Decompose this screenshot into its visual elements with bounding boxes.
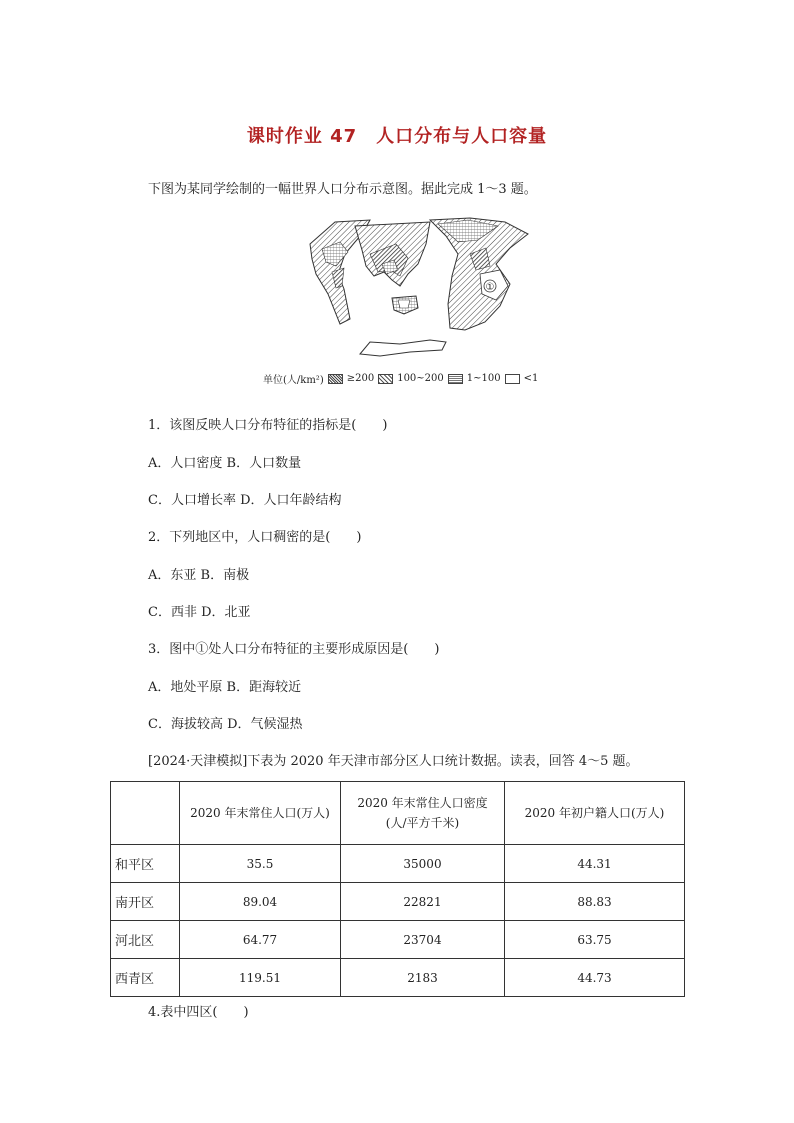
table-cell: 35000 <box>341 845 505 883</box>
intro-text-1: 下图为某同学绘制的一幅世界人口分布示意图。据此完成 1～3 题。 <box>148 182 537 197</box>
question-3-stem: 3．图中①处人口分布特征的主要形成原因是( ) <box>148 642 440 657</box>
question-1-options-c-d: C．人口增长率 D．人口年龄结构 <box>148 493 342 508</box>
question-4-stem: 4.表中四区( ) <box>148 1005 249 1020</box>
table-header-resident-pop: 2020 年末常住人口(万人) <box>180 782 341 845</box>
table-cell: 88.83 <box>505 883 685 921</box>
table-cell: 44.73 <box>505 959 685 997</box>
table-row <box>111 883 685 921</box>
question-2-stem: 2．下列地区中，人口稠密的是( ) <box>148 530 362 545</box>
legend-low-label: 1~100 <box>466 373 501 384</box>
intro-text-2: [2024·天津模拟]下表为 2020 年天津市部分区人口统计数据。读表，回答 4～5 题。 <box>148 754 639 769</box>
table-header-row <box>111 782 685 845</box>
question-2-options-a-b: A．东亚 B．南极 <box>148 568 250 583</box>
table-cell: 64.77 <box>180 921 341 959</box>
marker-1-label: ① <box>485 282 495 293</box>
legend-dense-swatch <box>328 374 343 384</box>
table-cell: 89.04 <box>180 883 341 921</box>
legend-mid-label: 100~200 <box>397 373 444 384</box>
legend-mid-swatch <box>378 374 393 384</box>
table-header-density-line1: 2020 年末常住人口密度 <box>357 796 488 810</box>
legend-low-swatch <box>448 374 463 384</box>
table-row <box>111 959 685 997</box>
map-legend <box>263 371 538 386</box>
page-title: 课时作业 47 人口分布与人口容量 <box>246 126 548 147</box>
table-cell: 63.75 <box>505 921 685 959</box>
legend-none-label: <1 <box>523 373 539 384</box>
table-cell: 南开区 <box>111 883 180 921</box>
table-cell: 22821 <box>341 883 505 921</box>
question-3-options-a-b: A．地处平原 B．距海较近 <box>148 680 302 695</box>
world-population-map <box>300 214 530 359</box>
question-1-options-a-b: A．人口密度 B．人口数量 <box>148 456 302 471</box>
legend-dense-label: ≥200 <box>346 373 375 384</box>
question-2-options-c-d: C．西非 D．北亚 <box>148 605 251 620</box>
legend-none-swatch <box>505 374 520 384</box>
table-cell: 西青区 <box>111 959 180 997</box>
question-3-options-c-d: C．海拔较高 D．气候湿热 <box>148 717 303 732</box>
table-cell: 和平区 <box>111 845 180 883</box>
table-row <box>111 921 685 959</box>
table-cell: 44.31 <box>505 845 685 883</box>
table-cell: 119.51 <box>180 959 341 997</box>
table-header-registered-pop: 2020 年初户籍人口(万人) <box>505 782 685 845</box>
table-cell: 河北区 <box>111 921 180 959</box>
table-cell: 23704 <box>341 921 505 959</box>
table-header-density <box>341 782 505 845</box>
antarctica-shape <box>360 340 446 356</box>
table-cell: 35.5 <box>180 845 341 883</box>
table-row <box>111 845 685 883</box>
legend-unit: 单位(人/km²) <box>263 375 324 386</box>
question-1-stem: 1．该图反映人口分布特征的指标是( ) <box>148 418 388 433</box>
population-table <box>110 781 685 997</box>
table-cell: 2183 <box>341 959 505 997</box>
table-header-density-line2: (人/平方千米) <box>385 816 460 830</box>
table-header-corner <box>111 782 180 845</box>
